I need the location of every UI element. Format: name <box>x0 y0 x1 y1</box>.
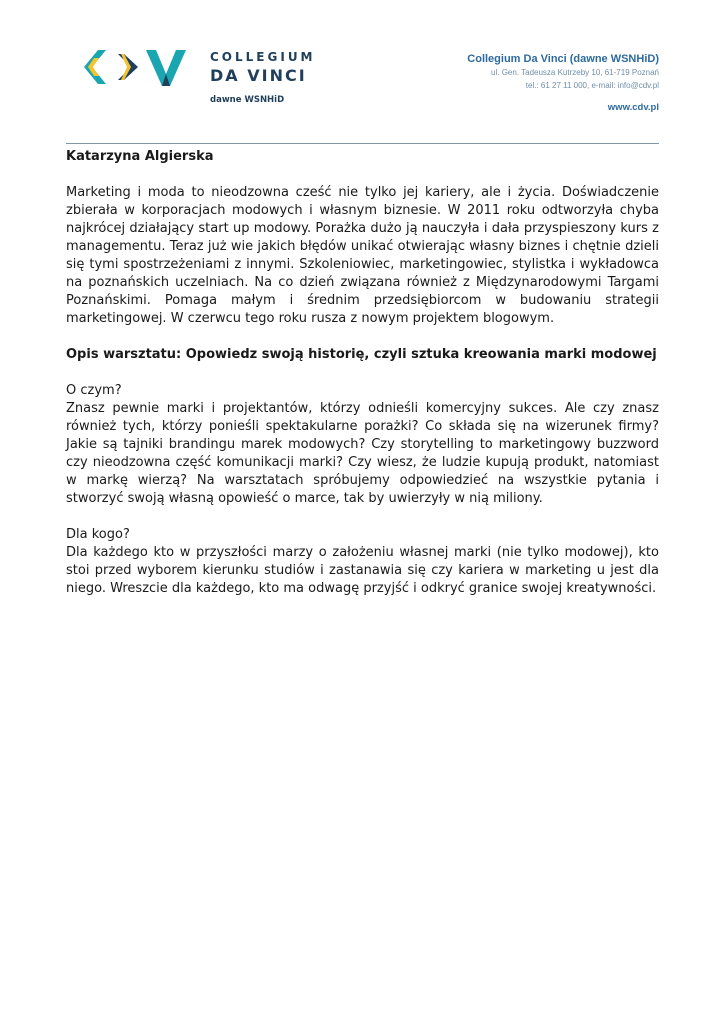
spacer <box>66 166 659 184</box>
logo-line-former-name: dawne WSNHiD <box>210 95 285 105</box>
header-divider <box>66 143 659 144</box>
letterhead <box>0 0 725 140</box>
spacer <box>66 328 659 346</box>
website-link[interactable]: www.cdv.pl <box>607 102 659 113</box>
cdv-logo-icon <box>80 48 192 88</box>
author-bio: Marketing i moda to nieodzowna cześć nie tylko jej kariery, ale i życia. Doświadczenie zbierała w korporacjach modowych i własnym biznesie. W 2011 roku odtworzyła chyba najkrócej działający start up modowy. Porażka dużo ją nauczyła i dała przyspieszony kurs z managementu. Teraz już wie jakich błędów unikać otwierając własny biznes i chętnie dzieli się tymi spostrzeżeniami z innymi. Szkoleniowiec, marketingowiec, stylistka i wykładowca na poznańskich uczelniach. Na co dzień związana również z Międzynarodowymi Targami Poznańskimi. Pomaga małym i średnim przedsiębiorcom w budowaniu strategii marketingowej. W czerwcu tego roku rusza z nowym projektem blogowym. <box>66 185 659 326</box>
workshop-title: Opis warsztatu: Opowiedz swoją historię, czyli sztuka kreowania marki modowej <box>66 347 657 362</box>
what-heading: O czym? <box>66 383 122 398</box>
logo-wordmark <box>210 50 316 106</box>
document-body <box>66 148 659 598</box>
cdv-logo <box>80 44 320 108</box>
spacer <box>66 508 659 526</box>
logo-line-da-vinci: DA VINCI <box>210 66 307 85</box>
phone-email-line: tel.: 61 27 11 000, e-mail: info@cdv.pl <box>525 81 659 90</box>
spacer <box>66 364 659 382</box>
logo-line-collegium: COLLEGIUM <box>210 50 316 64</box>
who-heading: Dla kogo? <box>66 527 130 542</box>
author-name: Katarzyna Algierska <box>66 149 214 164</box>
contact-block <box>467 52 659 114</box>
institution-name: Collegium Da Vinci (dawne WSNHiD) <box>467 53 659 65</box>
who-text: Dla każdego kto w przyszłości marzy o założeniu własnej marki (nie tylko modowej), kto stoi przed wyborem kierunku studiów i zastanawia się czy kariera w marketing u jest dla niego. Wreszcie dla każdego, kto ma odwagę przyjść i odkryć granice swojej kreatywności. <box>66 545 659 596</box>
what-text: Znasz pewnie marki i projektantów, którzy odnieśli komercyjny sukces. Ale czy znasz również tych, którzy ponieśli spektakularne porażki? Co składa się na wizerunek firmy? Jakie są tajniki brandingu marek modowych? Czy storytelling to marketingowy buzzword czy nieodzowna część komunikacji marki? Czy wiesz, że ludzie kupują produkt, natomiast w markę wierzą? Na warsztatach spróbujemy odpowiedzieć na wszystkie pytania i stworzyć swoją własną opowieść o marce, tak by uwierzyły w nią miliony. <box>66 401 659 506</box>
address-line: ul. Gen. Tadeusza Kutrzeby 10, 61-719 Poznań <box>491 68 659 77</box>
